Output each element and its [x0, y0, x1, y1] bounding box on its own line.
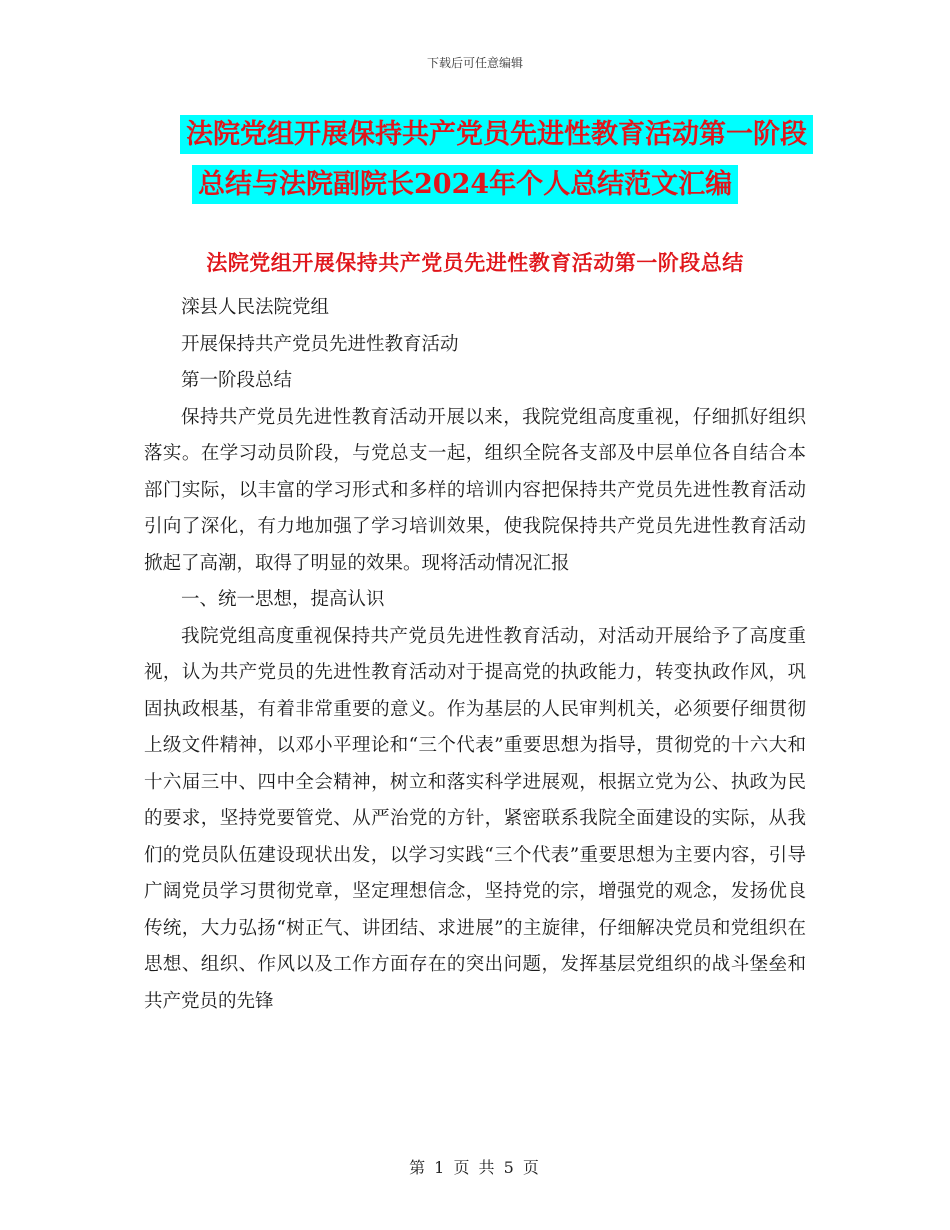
- paragraph-intro: 保持共产党员先进性教育活动开展以来，我院党组高度重视，仔细抓好组织落实。在学习动员阶段，与党总支一起，组织全院各支部及中层单位各自结合本部门实际，以丰富的学习形式和多样的培训内容把保持共产党员先进性教育活动引向了深化，有力地加强了学习培训效果，使我院保持共产党员先进性教育活动掀起了高潮，取得了明显的效果。现将活动情况汇报: [144, 406, 806, 574]
- section-title: 法院党组开展保持共产党员先进性教育活动第一阶段总结: [206, 250, 744, 275]
- paragraph-stage-title: 第一阶段总结: [181, 370, 293, 391]
- paragraph-org-name: 滦县人民法院党组: [181, 297, 330, 318]
- page-number: 第 1 页 共 5 页: [409, 1158, 541, 1177]
- paragraph-heading-one: 一、统一思想，提高认识: [181, 589, 385, 610]
- document-title-line1: 法院党组开展保持共产党员先进性教育活动第一阶段: [180, 115, 813, 154]
- document-title: [180, 110, 820, 210]
- document-title-line2: 总结与法院副院长2024年个人总结范文汇编: [192, 165, 738, 204]
- paragraph-activity-name: 开展保持共产党员先进性教育活动: [181, 333, 459, 355]
- header-note: 下载后可任意编辑: [426, 56, 523, 70]
- paragraph-body: 我院党组高度重视保持共产党员先进性教育活动，对活动开展给予了高度重视，认为共产党员的先进性教育活动对于提高党的执政能力，转变执政作风，巩固执政根基，有着非常重要的意义。作为基层的人民审判机关，必须要仔细贯彻上级文件精神，以邓小平理论和“三个代表”重要思想为指导，贯彻党的十六大和十六届三中、四中全会精神，树立和落实科学进展观，根据立党为公、执政为民的要求，坚持党要管党、从严治党的方针，紧密联系我院全面建设的实际，从我们的党员队伍建设现状出发，以学习实践“三个代表”重要思想为主要内容，引导广阔党员学习贯彻党章，坚定理想信念，坚持党的宗，增强党的观念，发扬优良传统，大力弘扬“树正气、讲团结、求进展”的主旋律，仔细解决党员和党组织在思想、组织、作风以及工作方面存在的突出问题，发挥基层党组织的战斗堡垒和共产党员的先锋: [144, 625, 806, 1012]
- document-body: [144, 290, 806, 1020]
